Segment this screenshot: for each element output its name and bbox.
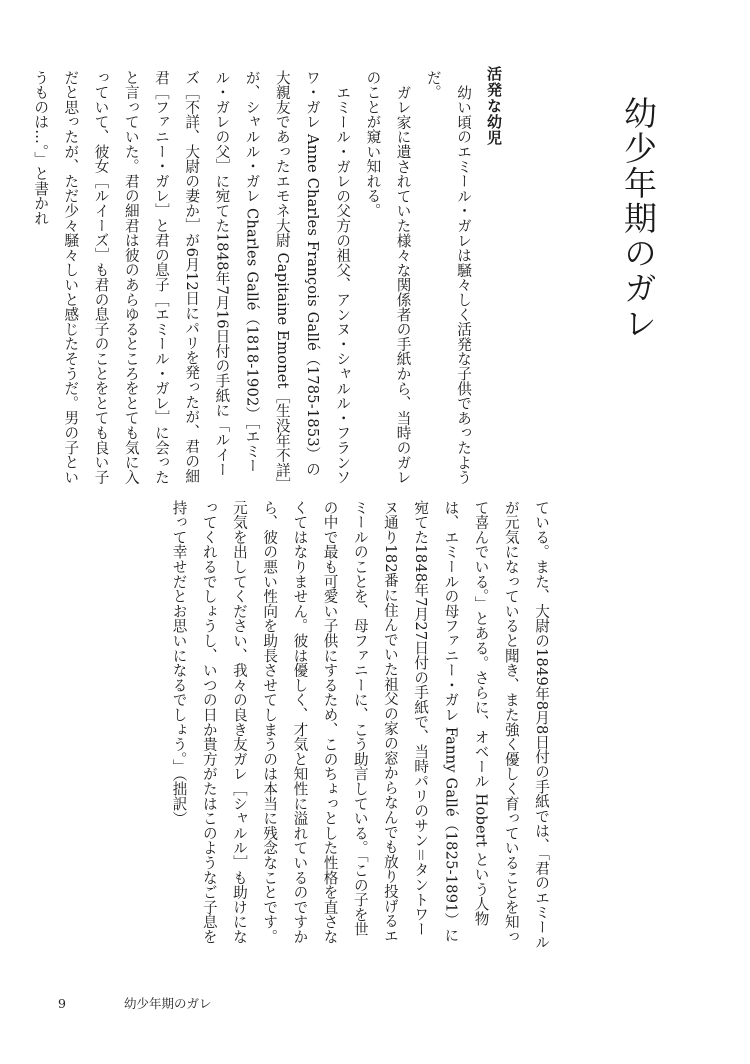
page-number: 9 xyxy=(58,996,66,1011)
page-footer xyxy=(58,994,212,1012)
body-text-lower-block xyxy=(156,500,556,950)
chapter-title: 幼少年期のガレ xyxy=(619,96,658,341)
paragraph: エミール・ガレの父方の祖父、アンヌ・シャルル・フランソワ・ガレ Anne Charles François Gallé（1785-1853）の大親友であったエモネ大尉 Capitaine Emonet［生没年不詳］が、シャルル・ガレ Charles Gallé（1818-1902）［エミール・ガレの父］に宛てた1848年7月16日付の手紙に「ルイーズ［不詳、大尉の妻か］が6月12日にパリを発ったが、君の細君［ファニー・ガレ］と君の息子［エミール・ガレ］に会ったと言っていた。君の細君は彼のあらゆるところをとても気に入っていて、彼女［ルイーズ］も君の息子のことをとても良い子だと思ったが、ただ少々騒々しいと感じたそうだ。男の子というものは…。」と書かれ xyxy=(32,70,352,485)
paragraph: ガレ家に遺されていた様々な関係者の手紙から、当時のガレのことが窺い知れる。 xyxy=(364,70,412,485)
running-title: 幼少年期のガレ xyxy=(123,996,212,1011)
section-heading: 活発な幼児 xyxy=(485,66,503,146)
body-text-upper-block xyxy=(32,70,478,490)
paragraph: 幼い頃のエミール・ガレは騒々しく活発な子供であったようだ。 xyxy=(424,70,472,485)
paragraph: ている。また、大尉の1849年8月8日付の手紙では、「君のエミールが元気になっていると聞き、また強く優しく育っていることを知って喜んでいる。」とある。さらに、オベール Hobert という人物は、エミールの母ファニー・ガレ Fanny Gallé（1825-1891）に宛てた1848年7月27日付の手紙で、当時パリのサン＝タントワーヌ通り182番に住んでいた祖父の家の窓からなんでも放り投げるエミールのことを、母ファニーに、こう助言している。「この子を世の中で最も可愛い子供にするため、このちょっとした性格を直さなくてはなりません。彼は優しく、才気と知性に溢れているのですから、彼の悪い性向を助長させてしまうのは本当に残念なことです。元気を出してください、我々の良き友ガレ［シャルル］も助けになってくれるでしょうし、いつの日か貴方がたはこのようなご子息を持って幸せだとお思いになるでしょう。」（拙訳） xyxy=(170,500,550,950)
